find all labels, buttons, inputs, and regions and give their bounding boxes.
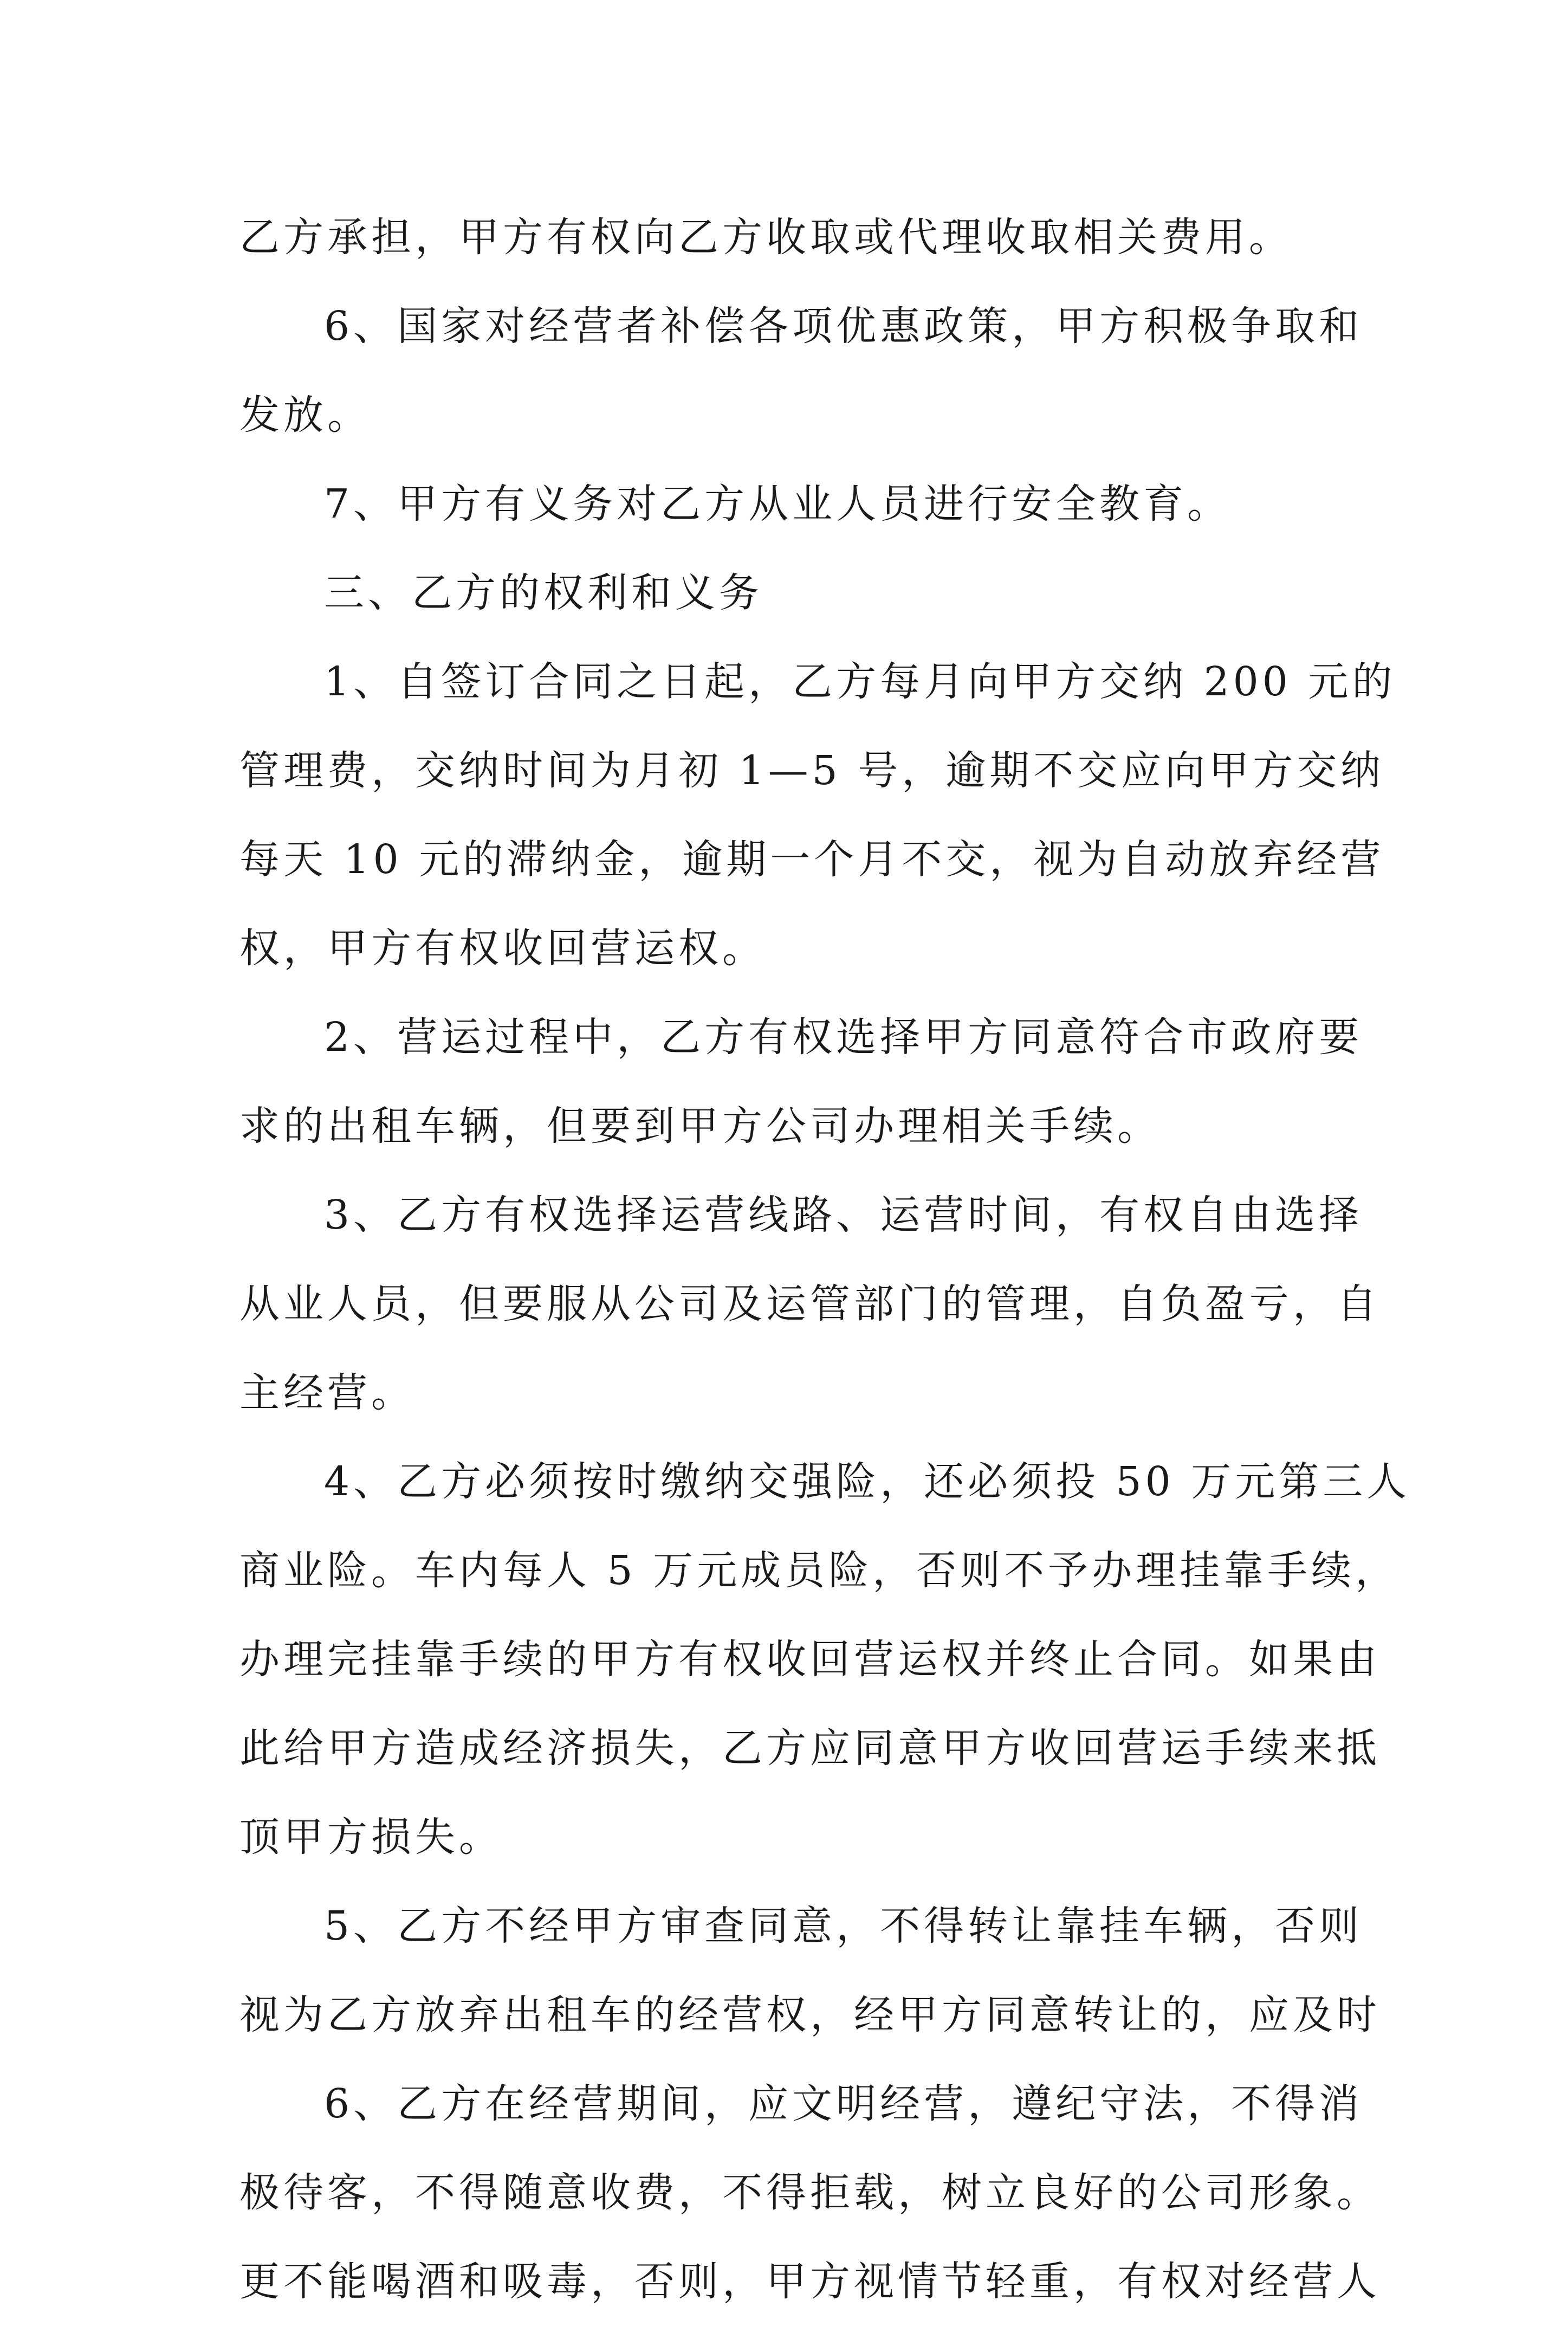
paragraph-line: 管理费，交纳时间为月初 1—5 号，逾期不交应向甲方交纳 — [239, 747, 1385, 794]
paragraph-line: 5、乙方不经甲方审查同意，不得转让靠挂车辆，否则 — [324, 1903, 1363, 1949]
paragraph-line: 7、甲方有义务对乙方从业人员进行安全教育。 — [324, 481, 1232, 527]
paragraph-line: 6、乙方在经营期间，应文明经营，遵纪守法，不得消 — [324, 2081, 1363, 2127]
paragraph-line: 更不能喝酒和吸毒，否则，甲方视情节轻重，有权对经营人 — [239, 2258, 1381, 2305]
paragraph-line: 1、自签订合同之日起，乙方每月向甲方交纳 200 元的 — [324, 658, 1396, 705]
paragraph-line: 视为乙方放弃出租车的经营权，经甲方同意转让的，应及时 — [239, 1992, 1381, 2038]
section-heading: 三、乙方的权利和义务 — [324, 570, 763, 616]
document-body — [239, 193, 1411, 2326]
paragraph-line: 办理完挂靠手续的甲方有权收回营运权并终止合同。如果由 — [239, 1636, 1381, 1683]
paragraph-line: 乙方承担，甲方有权向乙方收取或代理收取相关费用。 — [239, 214, 1293, 261]
paragraph-line: 从业人员，但要服从公司及运管部门的管理，自负盈亏，自 — [239, 1281, 1381, 1327]
paragraph-line: 主经营。 — [239, 1369, 415, 1416]
paragraph-line: 每天 10 元的滞纳金，逾期一个月不交，视为自动放弃经营 — [239, 836, 1385, 883]
paragraph-line: 求的出租车辆，但要到甲方公司办理相关手续。 — [239, 1103, 1161, 1149]
paragraph-line: 权，甲方有权收回营运权。 — [239, 925, 766, 972]
paragraph-line: 6、国家对经营者补偿各项优惠政策，甲方积极争取和 — [324, 303, 1363, 350]
paragraph-line: 发放。 — [239, 392, 371, 438]
paragraph-line: 2、营运过程中，乙方有权选择甲方同意符合市政府要 — [324, 1014, 1363, 1061]
paragraph-line: 商业险。车内每人 5 万元成员险，否则不予办理挂靠手续， — [239, 1547, 1399, 1594]
paragraph-line: 极待客，不得随意收费，不得拒载，树立良好的公司形象。 — [239, 2169, 1381, 2216]
paragraph-line: 3、乙方有权选择运营线路、运营时间，有权自由选择 — [324, 1192, 1363, 1238]
paragraph-line: 此给甲方造成经济损失，乙方应同意甲方收回营运手续来抵 — [239, 1725, 1381, 1772]
paragraph-line: 4、乙方必须按时缴纳交强险，还必须投 50 万元第三人 — [324, 1458, 1411, 1505]
paragraph-line: 顶甲方损失。 — [239, 1814, 503, 1860]
